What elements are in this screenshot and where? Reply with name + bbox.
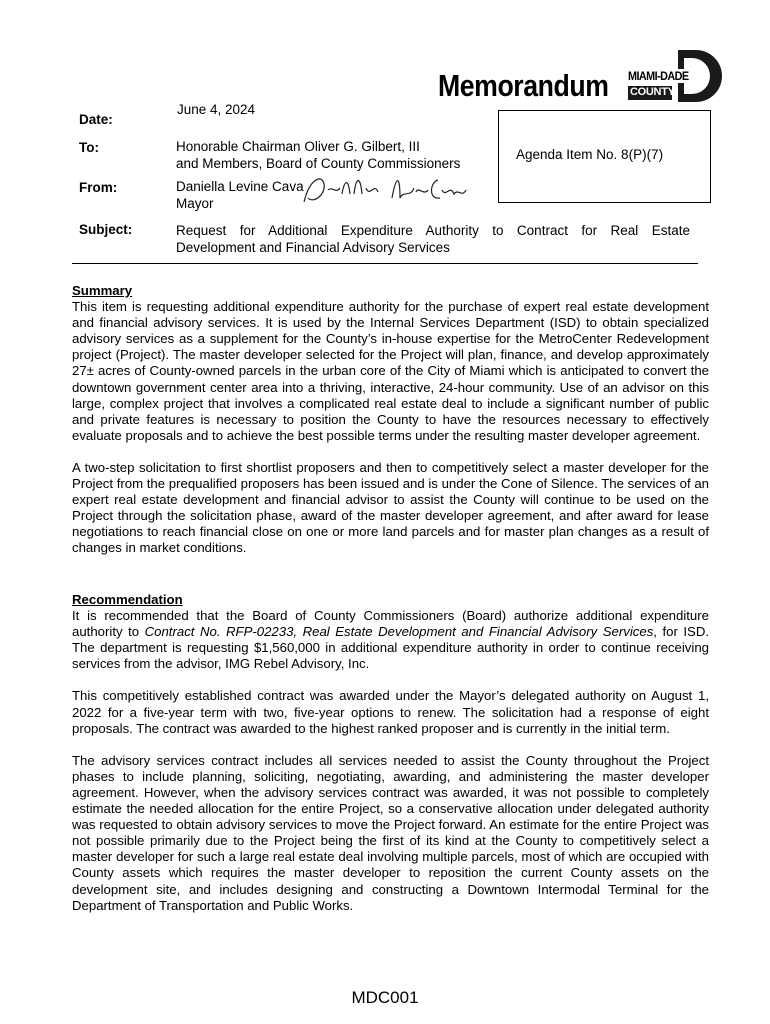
rec-p1-text: It is recommended that the Board of County Commissioners (Board) authorize additional expenditure authority to (72, 608, 709, 640)
agenda-item-box (498, 110, 711, 203)
signature-graphic (300, 168, 470, 210)
recommendation-paragraph-2: This competitively established contract was awarded under the Mayor’s delegated authority on August 1, 2022 for a five-year term with two, five-year options to renew. The solicitation had a response of eight proposals. The contract was awarded to the highest ranked proposer and is currently in the initial term. (72, 688, 709, 736)
page-code: MDC001 (351, 988, 419, 1007)
subject-text (176, 222, 690, 256)
to-label: To: (79, 140, 99, 155)
recommendation-paragraph-3: The advisory services contract includes all services needed to assist the County throughout the Project phases to include planning, soliciting, negotiating, awarding, and administering the master developer agreement. However, when the advisory services contract was awarded, it was not possible to completely estimate the needed allocation for the entire Project, so a conservative allocation under delegated authority was requested to obtain advisory services to move the Project forward. An estimate for the entire Project was not possible primarily due to the Project being the first of its kind at the County to competitively select a master developer for such a large real estate deal involving multiple parcels, most of which are occupied with County assets which requires the master developer to reposition the current County assets on the development site, and includes designing and constructing a Downtown Intermodal Terminal for the Department of Transportation and Public Works. (72, 752, 709, 913)
recommendation-heading: Recommendation (72, 592, 183, 607)
to-line-2: and Members, Board of County Commissioners (176, 156, 461, 171)
from-line-1: Daniella Levine Cava (176, 179, 304, 194)
recommendation-section (72, 592, 709, 914)
to-line-1: Honorable Chairman Oliver G. Gilbert, III (176, 139, 420, 154)
recommendation-paragraph-1 (72, 608, 709, 672)
from-line-2: Mayor (176, 196, 214, 211)
subject-line-1: Request for Additional Expenditure Authority to Contract for Real Estate (176, 223, 690, 238)
signature (300, 168, 470, 210)
from-label: From: (79, 180, 118, 195)
summary-section (72, 283, 709, 557)
contract-name: Contract No. RFP-02233, Real Estate Development and Financial Advisory Services (144, 624, 654, 640)
county-logo (626, 48, 722, 104)
summary-paragraph-1: This item is requesting additional expenditure authority for the purchase of expert real estate development and financial advisory services. It is used by the Internal Services Department (ISD) to obtain specialized advisory services as a supplement for the County’s in-house expertise for the MetroCenter Redevelopment project (Project). The master developer selected for the Project will plan, finance, and develop approximately 27± acres of County-owned parcels in the urban core of the City of Miami which is anticipated to convert the downtown government center area into a thriving, interactive, 24-hour community. Use of an advisor on this large, complex project that involves a complicated real estate deal to include a significant number of public and private features is necessary to position the County to have the resources necessary to effectively evaluate proposals and to achieve the best possible terms under the resulting master developer agreement. (72, 299, 709, 443)
rec-p1-tail: , for ISD. The department is requesting $1,560,000 in additional expenditure authority in order to continue receiving services from the advisor, IMG Rebel Advisory, Inc. (72, 624, 710, 672)
from-sender (176, 178, 304, 212)
summary-heading: Summary (72, 283, 133, 298)
header-divider (72, 263, 698, 264)
to-recipients (176, 138, 460, 172)
logo-text-county: COUNTY (630, 86, 675, 98)
logo-text-miami-dade: MIAMI-DADE (628, 69, 689, 83)
agenda-item-number: Agenda Item No. 8(P)(7) (516, 147, 664, 162)
date-label: Date: (79, 112, 113, 127)
date-value: June 4, 2024 (177, 102, 256, 117)
summary-paragraph-2: A two-step solicitation to first shortlist proposers and then to competitively select a master developer for the Project from the prequalified proposers has been issued and is under the Cone of Silence. The services of an expert real estate development and financial advisor to assist the County will continue to be used on the Project through the solicitation phase, award of the master developer agreement, and after award for lease negotiations to reach financial close on one or more land parcels and for master plan changes as a result of changes in market conditions. (72, 459, 709, 556)
subject-label: Subject: (79, 222, 133, 237)
subject-line-2: Development and Financial Advisory Services (176, 240, 450, 255)
memo-title: Memorandum (438, 68, 609, 103)
